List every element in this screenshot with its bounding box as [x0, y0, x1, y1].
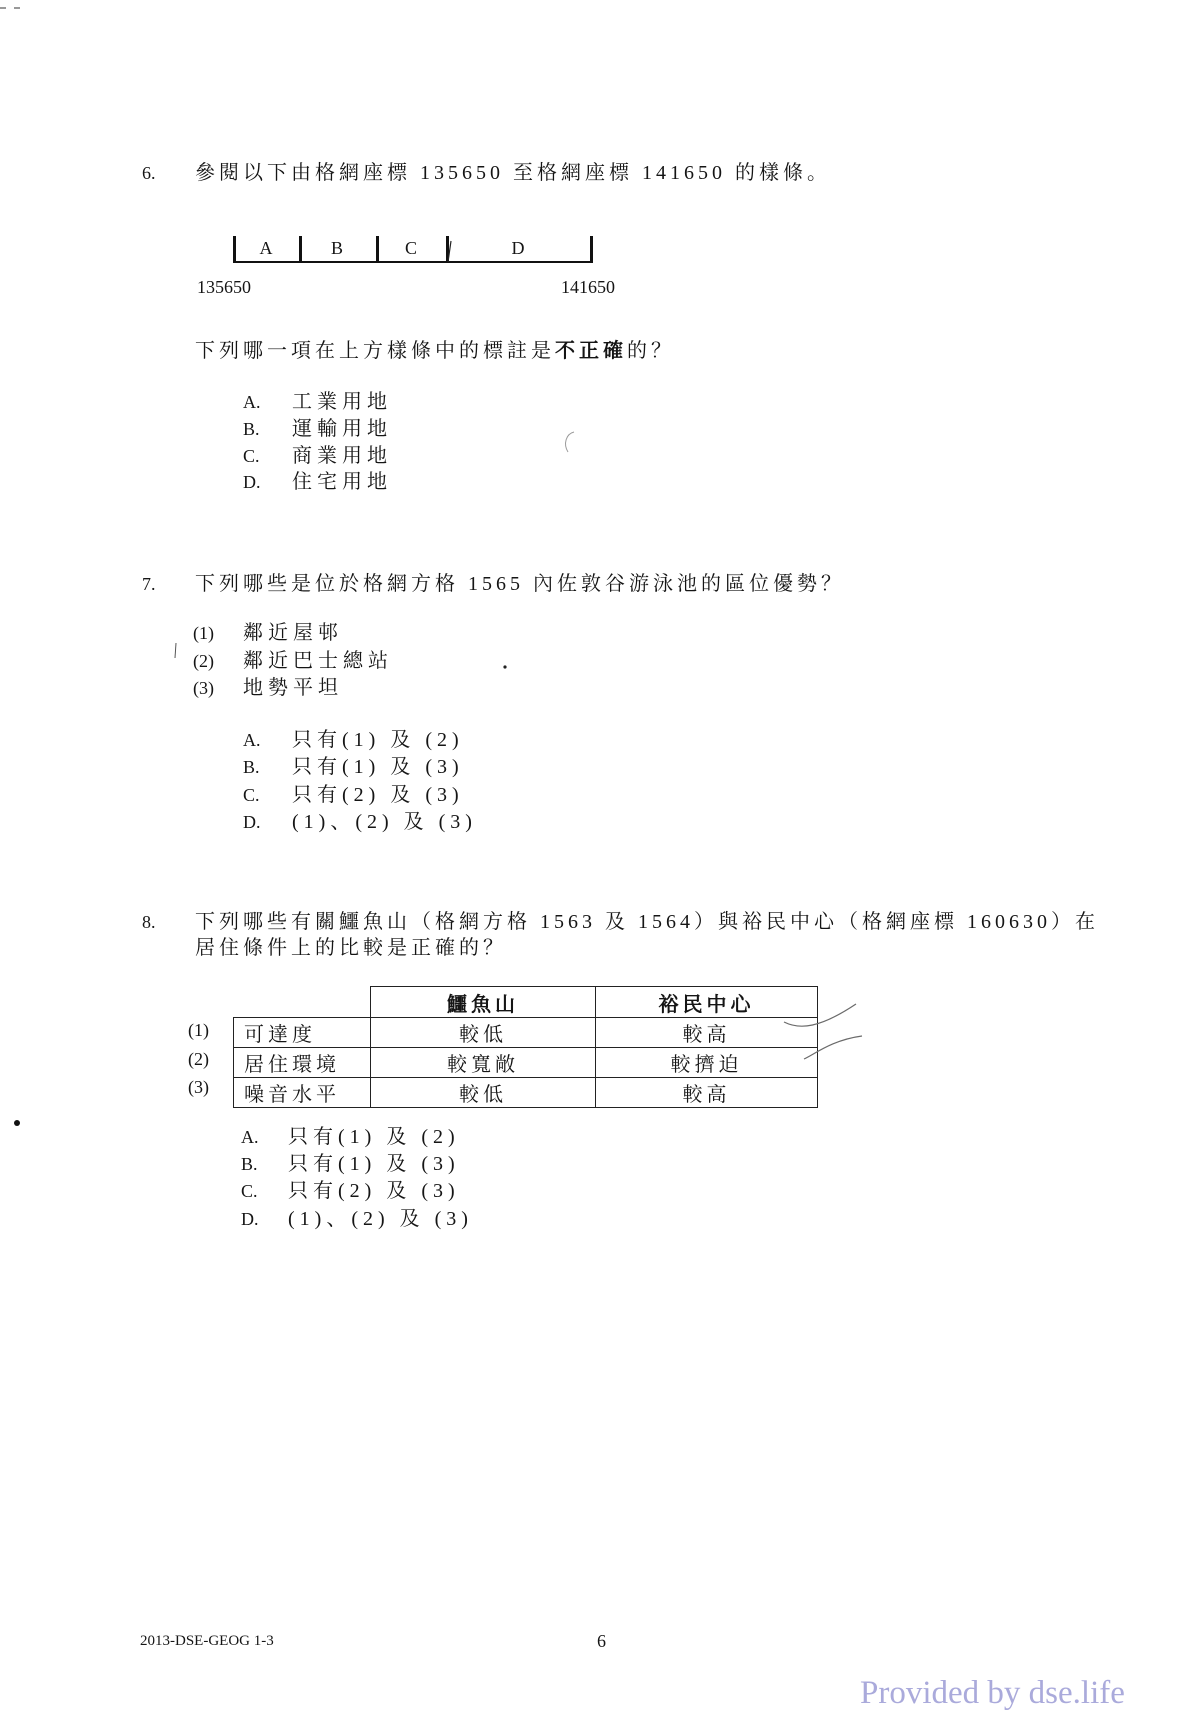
- question-6-prompt: [195, 339, 675, 363]
- statement-label: (2): [193, 651, 214, 671]
- option-text: 商業用地: [292, 445, 392, 467]
- question-6-stem: 參閱以下由格網座標 135650 至格網座標 141650 的樣條。: [195, 162, 831, 184]
- table-row-label: (3): [188, 1077, 209, 1097]
- table-factor: 居住環境: [234, 1048, 371, 1078]
- q7-statement-1: [193, 621, 343, 645]
- table-header-blank: [234, 987, 371, 1018]
- question-8-stem-line-2: 居住條件上的比較是正確的？: [195, 937, 507, 959]
- prompt-emphasis: 不正確: [555, 340, 627, 362]
- scan-dot: [14, 1120, 20, 1126]
- statement-text: 地勢平坦: [243, 677, 343, 699]
- option-text: 只有(1) 及 (3): [288, 1153, 460, 1175]
- q7-option-a: [243, 728, 464, 752]
- land-use-strip: [233, 236, 593, 263]
- table-header-ngau-tau-kok: 鱷魚山: [371, 987, 596, 1018]
- question-7-stem: 下列哪些是位於格網方格 1565 內佐敦谷游泳池的區位優勢？: [195, 573, 845, 595]
- q6-option-a: [243, 390, 392, 414]
- watermark: Provided by dse.life: [860, 1675, 1125, 1711]
- table-cell: 較低: [371, 1078, 596, 1108]
- table-header-yue-man-centre: 裕民中心: [596, 987, 818, 1018]
- option-text: 只有(1) 及 (2): [288, 1126, 460, 1148]
- pencil-stroke: [566, 432, 574, 452]
- pencil-stroke: [175, 643, 176, 658]
- statement-label: (1): [193, 623, 214, 643]
- statement-text: 鄰近巴士總站: [243, 650, 393, 672]
- strip-segment-c: C: [404, 238, 417, 258]
- option-text: (1)、(2) 及 (3): [292, 811, 477, 833]
- statement-label: (3): [193, 678, 214, 698]
- table-row: [234, 1018, 818, 1048]
- option-text: 只有(2) 及 (3): [292, 784, 464, 806]
- page-number: 6: [597, 1631, 606, 1651]
- strip-divider: [446, 236, 449, 263]
- strip-divider: [376, 236, 379, 263]
- option-letter: A.: [241, 1127, 259, 1147]
- q8-option-b: [241, 1152, 460, 1176]
- prompt-text-end: 的？: [627, 340, 675, 362]
- q7-option-c: [243, 783, 464, 807]
- table-factor: 噪音水平: [234, 1078, 371, 1108]
- table-row: [234, 1048, 818, 1078]
- option-letter: A.: [243, 730, 261, 750]
- q6-option-d: [243, 470, 392, 494]
- question-6-number: 6.: [142, 163, 156, 183]
- option-text: 運輸用地: [292, 418, 392, 440]
- table-cell: 較寬敞: [371, 1048, 596, 1078]
- option-text: 住宅用地: [292, 471, 392, 493]
- option-letter: D.: [243, 472, 261, 492]
- table-cell: 較低: [371, 1018, 596, 1048]
- strip-baseline: [233, 261, 593, 263]
- q7-statement-2: [193, 649, 393, 673]
- q6-option-b: [243, 417, 392, 441]
- q8-option-c: [241, 1179, 460, 1203]
- table-cell: 較高: [596, 1078, 818, 1108]
- scan-dot: [503, 665, 506, 668]
- option-letter: D.: [243, 812, 261, 832]
- table-factor: 可達度: [234, 1018, 371, 1048]
- table-cell: 較高: [596, 1018, 818, 1048]
- question-8-number: 8.: [142, 912, 156, 932]
- strip-segment-a: A: [259, 238, 273, 258]
- q7-statement-3: [193, 676, 343, 700]
- option-letter: D.: [241, 1209, 259, 1229]
- question-7-number: 7.: [142, 574, 156, 594]
- strip-segment-d: D: [511, 238, 525, 258]
- q7-option-d: [243, 810, 477, 834]
- table-row: [234, 1078, 818, 1108]
- q8-option-d: [241, 1207, 473, 1231]
- strip-divider: [590, 236, 593, 263]
- strip-end-coordinate: 141650: [561, 277, 615, 297]
- q7-option-b: [243, 755, 464, 779]
- q6-option-c: [243, 444, 392, 468]
- table-row-label: (1): [188, 1020, 209, 1040]
- strip-divider: [299, 236, 302, 263]
- statement-text: 鄰近屋邨: [243, 622, 343, 644]
- option-text: (1)、(2) 及 (3): [288, 1208, 473, 1230]
- question-8-stem-line-1: 下列哪些有關鱷魚山（格網方格 1563 及 1564）與裕民中心（格網座標 160630）在: [195, 911, 1099, 933]
- option-text: 只有(1) 及 (3): [292, 756, 464, 778]
- strip-divider: [233, 236, 236, 263]
- option-letter: B.: [243, 419, 260, 439]
- strip-segment-b: B: [330, 238, 343, 258]
- option-letter: B.: [241, 1154, 258, 1174]
- option-letter: C.: [243, 446, 260, 466]
- comparison-table: [233, 986, 818, 1108]
- table-row-label: (2): [188, 1049, 209, 1069]
- option-letter: A.: [243, 392, 261, 412]
- table-header-row: [234, 987, 818, 1018]
- table-cell: 較擠迫: [596, 1048, 818, 1078]
- prompt-text: 下列哪一項在上方樣條中的標註是: [195, 340, 555, 362]
- option-text: 只有(1) 及 (2): [292, 729, 464, 751]
- option-text: 工業用地: [292, 391, 392, 413]
- q8-option-a: [241, 1125, 460, 1149]
- option-text: 只有(2) 及 (3): [288, 1180, 460, 1202]
- option-letter: C.: [243, 785, 260, 805]
- paper-code: 2013-DSE-GEOG 1-3: [140, 1633, 274, 1649]
- strip-start-coordinate: 135650: [197, 277, 251, 297]
- option-letter: C.: [241, 1181, 258, 1201]
- option-letter: B.: [243, 757, 260, 777]
